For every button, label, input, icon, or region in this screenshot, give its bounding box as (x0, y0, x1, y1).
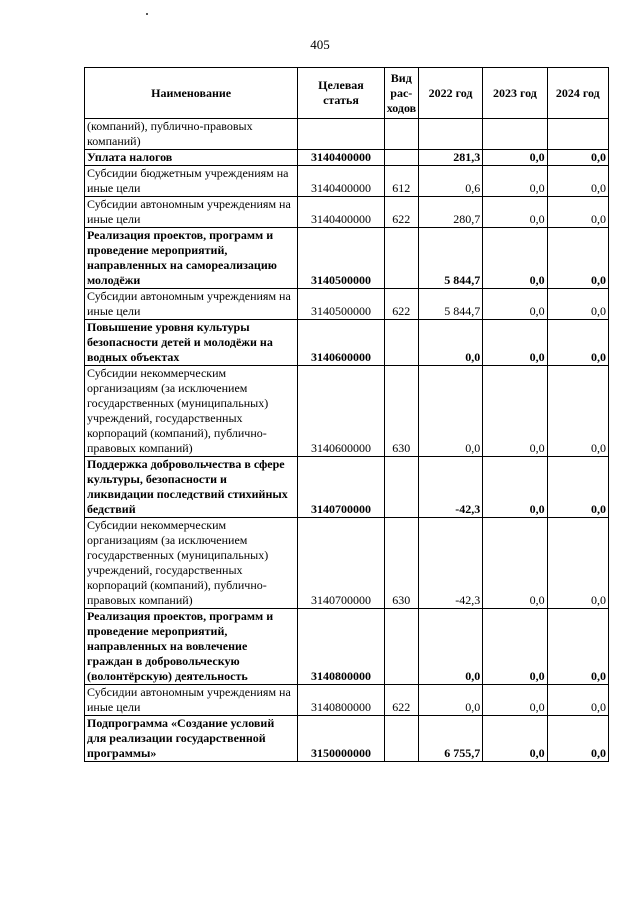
cell-2024: 0,0 (547, 197, 608, 228)
cell-2022 (418, 119, 482, 150)
table-row (85, 320, 609, 366)
cell-target-code: 3150000000 (298, 716, 384, 762)
table-body (85, 119, 609, 762)
table-row (85, 518, 609, 609)
table-row (85, 457, 609, 518)
cell-target-code: 3140400000 (298, 150, 384, 166)
table-row (85, 289, 609, 320)
cell-name: Субсидии некоммерческим организациям (за исключением государственных (муниципальных) учреждений, государственных корпораций (компаний), публично-правовых компаний) (85, 366, 298, 457)
cell-expense-kind (384, 119, 418, 150)
cell-name: Повышение уровня культуры безопасности детей и молодёжи на водных объектах (85, 320, 298, 366)
page-number: 405 (310, 37, 330, 52)
budget-table (84, 67, 609, 762)
cell-2024: 0,0 (547, 685, 608, 716)
table-row (85, 228, 609, 289)
cell-2022: 0,0 (418, 366, 482, 457)
cell-2023: 0,0 (483, 166, 547, 197)
header-name: Наименование (85, 68, 298, 119)
cell-name: (компаний), публично-правовых компаний) (85, 119, 298, 150)
cell-name: Субсидии бюджетным учреждениям на иные цели (85, 166, 298, 197)
cell-name: Субсидии автономным учреждениям на иные цели (85, 289, 298, 320)
header-target: Целевая статья (298, 68, 384, 119)
header-kind: Вид рас-ходов (384, 68, 418, 119)
cell-2022: -42,3 (418, 457, 482, 518)
cell-2023: 0,0 (483, 518, 547, 609)
cell-target-code: 3140400000 (298, 166, 384, 197)
cell-2022: 0,0 (418, 685, 482, 716)
cell-2023: 0,0 (483, 320, 547, 366)
table-row (85, 609, 609, 685)
cell-2023: 0,0 (483, 716, 547, 762)
cell-2024: 0,0 (547, 716, 608, 762)
cell-target-code: 3140800000 (298, 609, 384, 685)
header-2024: 2024 год (547, 68, 608, 119)
cell-2023: 0,0 (483, 366, 547, 457)
cell-target-code: 3140500000 (298, 289, 384, 320)
cell-2022: 0,6 (418, 166, 482, 197)
cell-target-code: 3140500000 (298, 228, 384, 289)
cell-2023: 0,0 (483, 609, 547, 685)
header-2022: 2022 год (418, 68, 482, 119)
header-row (85, 68, 609, 119)
table-row (85, 119, 609, 150)
cell-name: Подпрограмма «Создание условий для реализации государственной программы» (85, 716, 298, 762)
cell-2022: 281,3 (418, 150, 482, 166)
cell-2022: 5 844,7 (418, 228, 482, 289)
cell-expense-kind: 630 (384, 518, 418, 609)
table-row (85, 166, 609, 197)
cell-name: Субсидии автономным учреждениям на иные цели (85, 197, 298, 228)
cell-expense-kind: 622 (384, 197, 418, 228)
cell-2023 (483, 119, 547, 150)
cell-2024: 0,0 (547, 366, 608, 457)
cell-2024: 0,0 (547, 457, 608, 518)
cell-2022: 0,0 (418, 320, 482, 366)
cell-2023: 0,0 (483, 228, 547, 289)
cell-expense-kind: 622 (384, 685, 418, 716)
cell-target-code: 3140400000 (298, 197, 384, 228)
cell-name: Уплата налогов (85, 150, 298, 166)
cell-2022: 0,0 (418, 609, 482, 685)
cell-expense-kind (384, 716, 418, 762)
cell-2022: 6 755,7 (418, 716, 482, 762)
cell-expense-kind (384, 320, 418, 366)
cell-2024: 0,0 (547, 150, 608, 166)
cell-2023: 0,0 (483, 457, 547, 518)
cell-2022: 280,7 (418, 197, 482, 228)
cell-target-code (298, 119, 384, 150)
cell-2024: 0,0 (547, 609, 608, 685)
cell-2022: 5 844,7 (418, 289, 482, 320)
cell-2022: -42,3 (418, 518, 482, 609)
cell-2023: 0,0 (483, 197, 547, 228)
cell-expense-kind (384, 457, 418, 518)
cell-2023: 0,0 (483, 150, 547, 166)
cell-name: Реализация проектов, программ и проведение мероприятий, направленных на самореализацию молодёжи (85, 228, 298, 289)
cell-expense-kind: 622 (384, 289, 418, 320)
table-row (85, 685, 609, 716)
table-row (85, 716, 609, 762)
cell-2023: 0,0 (483, 289, 547, 320)
header-2023: 2023 год (483, 68, 547, 119)
cell-target-code: 3140700000 (298, 518, 384, 609)
cell-target-code: 3140700000 (298, 457, 384, 518)
cell-2024: 0,0 (547, 166, 608, 197)
cell-2024: 0,0 (547, 518, 608, 609)
cell-2024: 0,0 (547, 289, 608, 320)
cell-2023: 0,0 (483, 685, 547, 716)
cell-target-code: 3140800000 (298, 685, 384, 716)
scan-speck (146, 13, 148, 15)
cell-name: Поддержка добровольчества в сфере культуры, безопасности и ликвидации последствий стихийных бедствий (85, 457, 298, 518)
cell-expense-kind (384, 228, 418, 289)
table-row (85, 197, 609, 228)
cell-name: Реализация проектов, программ и проведение мероприятий, направленных на вовлечение граждан в добровольческую (волонтёрскую) деятельность (85, 609, 298, 685)
cell-target-code: 3140600000 (298, 320, 384, 366)
cell-2024 (547, 119, 608, 150)
cell-name: Субсидии автономным учреждениям на иные цели (85, 685, 298, 716)
cell-expense-kind: 612 (384, 166, 418, 197)
cell-expense-kind: 630 (384, 366, 418, 457)
cell-name: Субсидии некоммерческим организациям (за исключением государственных (муниципальных) учреждений, государственных корпораций (компаний), публично-правовых компаний) (85, 518, 298, 609)
cell-2024: 0,0 (547, 228, 608, 289)
cell-expense-kind (384, 150, 418, 166)
cell-target-code: 3140600000 (298, 366, 384, 457)
table-row (85, 150, 609, 166)
table-row (85, 366, 609, 457)
cell-expense-kind (384, 609, 418, 685)
cell-2024: 0,0 (547, 320, 608, 366)
